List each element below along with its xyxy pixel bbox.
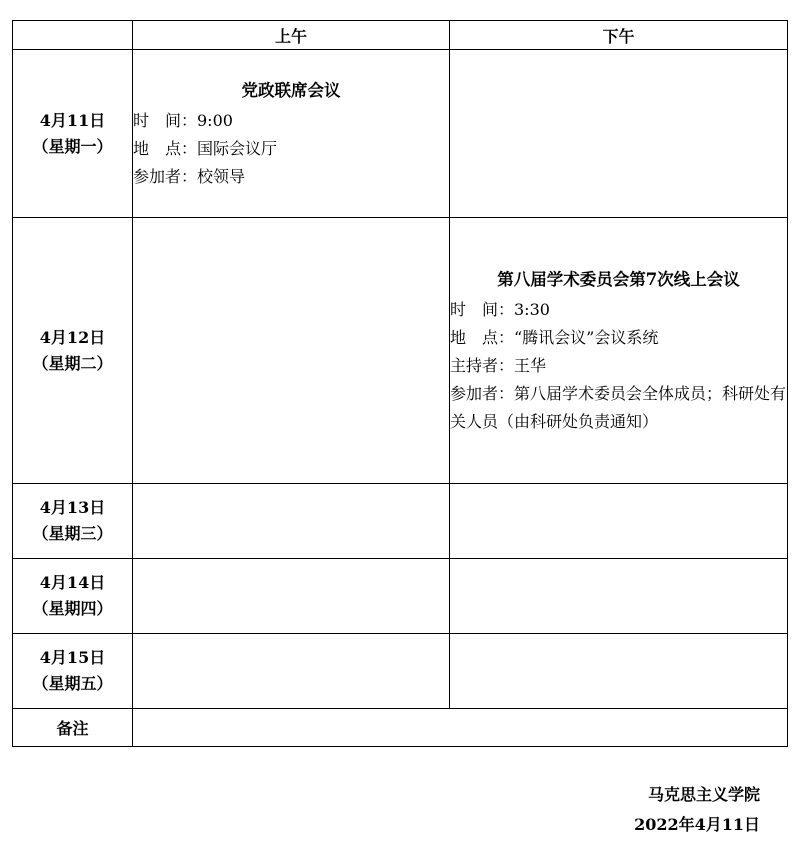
table-row <box>13 559 788 634</box>
meeting-title: 第八届学术委员会第7次线上会议 <box>497 270 740 289</box>
date-label: 4月11日 <box>39 110 106 130</box>
afternoon-cell <box>450 484 788 559</box>
table-row <box>13 50 788 218</box>
afternoon-cell <box>450 50 788 218</box>
weekday-label: （星期四） <box>32 599 113 618</box>
header-morning: 上午 <box>133 21 450 50</box>
afternoon-cell <box>450 634 788 709</box>
remarks-label: 备注 <box>13 709 133 747</box>
morning-cell <box>133 484 450 559</box>
header-afternoon: 下午 <box>450 21 788 50</box>
day-cell <box>13 634 133 709</box>
morning-cell <box>133 218 450 484</box>
date-label: 4月12日 <box>39 327 106 347</box>
table-row <box>13 634 788 709</box>
remarks-row <box>13 709 788 747</box>
footer-organization: 马克思主义学院 <box>647 785 760 804</box>
meeting-participants: 参加者：第八届学术委员会全体成员；科研处有关人员（由科研处负责通知） <box>450 384 787 431</box>
remarks-value <box>133 709 788 747</box>
schedule-table <box>12 20 788 747</box>
meeting-time: 时 间：9:00 <box>133 111 233 130</box>
day-cell <box>13 218 133 484</box>
day-cell <box>13 50 133 218</box>
morning-cell <box>133 634 450 709</box>
afternoon-cell <box>450 559 788 634</box>
meeting-time: 时 间：3:30 <box>450 300 550 319</box>
weekday-label: （星期一） <box>32 136 113 156</box>
weekday-label: （星期三） <box>32 524 113 543</box>
day-cell <box>13 484 133 559</box>
footer-date: 2022年4月11日 <box>634 815 760 834</box>
afternoon-cell <box>450 218 788 484</box>
date-label: 4月15日 <box>39 648 106 667</box>
meeting-host: 主持者：王华 <box>450 356 547 375</box>
weekday-label: （星期二） <box>32 353 113 373</box>
date-label: 4月14日 <box>39 573 106 592</box>
meeting-participants: 参加者：校领导 <box>133 167 246 186</box>
weekday-label: （星期五） <box>32 674 113 693</box>
table-row <box>13 218 788 484</box>
morning-cell <box>133 559 450 634</box>
day-cell <box>13 559 133 634</box>
meeting-location: 地 点：国际会议厅 <box>133 139 278 158</box>
date-label: 4月13日 <box>39 498 106 517</box>
table-row <box>13 484 788 559</box>
meeting-title: 党政联席会议 <box>241 81 341 100</box>
morning-cell <box>133 50 450 218</box>
header-corner <box>13 21 133 50</box>
header-row <box>13 21 788 50</box>
meeting-location: 地 点：“腾讯会议”会议系统 <box>450 328 659 347</box>
